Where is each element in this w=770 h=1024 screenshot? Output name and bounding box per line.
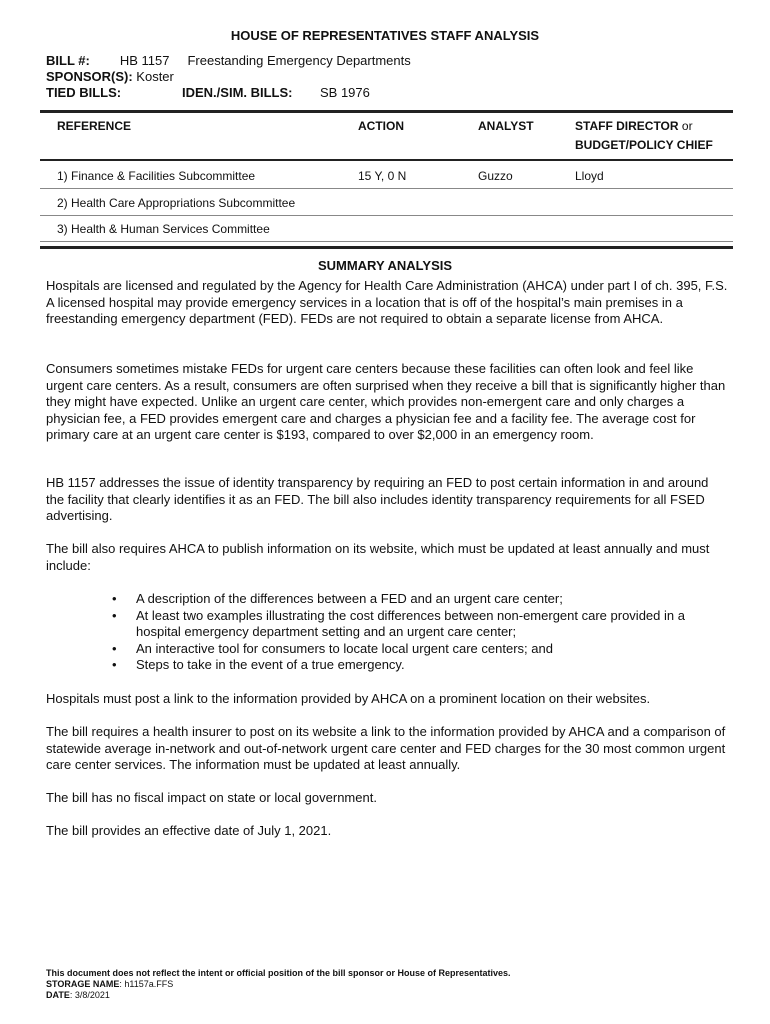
bullet-icon: • [112,640,117,656]
summary-paragraph: HB 1157 addresses the issue of identity transparency by requiring an FED to post certain information in and around the facility that clearly identifies it as an FED. The bill also includes identity transparency requirements for all FSED advertising. [46,475,709,524]
header-action: ACTION [358,119,404,133]
document-title: HOUSE OF REPRESENTATIVES STAFF ANALYSIS [230,28,540,43]
bill-name: Freestanding Emergency Departments [187,53,411,68]
header-budget-policy-chief: BUDGET/POLICY CHIEF [575,138,713,152]
list-item [112,591,724,608]
summary-paragraph: Hospitals must post a link to the information provided by AHCA on a prominent location on their websites. [46,691,651,706]
bullet-icon: • [112,607,117,623]
bullet-icon: • [112,591,117,606]
iden-sim-label: IDEN./SIM. BILLS: [182,85,293,100]
summary-title: SUMMARY ANALYSIS [317,258,453,273]
list-item-text: An interactive tool for consumers to locate local urgent care centers; and [136,640,553,656]
row-director: Lloyd [575,169,604,183]
date-label: DATE [46,990,70,1000]
row-divider [40,188,733,189]
header-staff-director-label: STAFF DIRECTOR [575,119,679,133]
list-item-text: At least two examples illustrating the cost differences between non-emergent care provided in a hospital emergency department setting and an urgent care center; [136,607,685,640]
bill-label: BILL #: [46,53,90,68]
iden-sim-value: SB 1976 [320,85,370,100]
bullet-icon: • [112,657,117,673]
bill-line [46,53,411,69]
summary-paragraph: The bill also requires AHCA to publish information on its website, which must be updated at least annually and must include: [46,541,710,573]
sponsor-label: SPONSOR(S): [46,69,133,84]
sponsor-line [46,69,174,85]
date-value: : 3/8/2021 [69,990,110,1000]
row-divider [40,241,733,242]
row-divider [40,215,733,216]
summary-paragraph: The bill has no fiscal impact on state or local government. [46,790,377,805]
tied-bills-label: TIED BILLS: [46,85,122,100]
footer-disclaimer: This document does not reflect the intent or official position of the bill sponsor or House of Representatives. [46,968,511,978]
table-top-rule [40,110,733,113]
row-reference: 2) Health Care Appropriations Subcommittee [57,196,296,210]
list-item [112,641,724,658]
sponsor-value: Koster [136,69,174,84]
header-reference: REFERENCE [57,119,132,133]
table-bottom-rule [40,246,733,249]
footer-date [46,990,110,1001]
bill-number: HB 1157 [119,53,170,68]
header-staff-director [575,119,693,133]
row-reference: 1) Finance & Facilities Subcommittee [57,169,256,183]
row-reference: 3) Health & Human Services Committee [57,222,270,236]
footer-storage-name [46,979,173,990]
summary-paragraph: The bill requires a health insurer to post on its website a link to the information provided by AHCA and a comparison of statewide average in-network and out-of-network urgent care center and FED charges for the 30 most common urgent care center services. The information must be updated at least annually. [46,724,726,773]
table-header-rule [40,159,733,161]
header-staff-director-or: or [678,119,693,133]
row-analyst: Guzzo [478,169,513,183]
list-item-text: A description of the differences between a FED and an urgent care center; [136,591,563,606]
storage-name-value: : h1157a.FFS [119,979,174,989]
list-item-text: Steps to take in the event of a true emergency. [136,657,405,673]
row-action: 15 Y, 0 N [358,169,407,183]
storage-name-label: STORAGE NAME [46,979,120,989]
summary-paragraph: Hospitals are licensed and regulated by the Agency for Health Care Administration (AHCA) under part I of ch. 395, F.S. A licensed hospital may provide emergency services in a location that is off of the hospital’s main premises in a freestanding emergency department (FED). FEDs are not required to obtain a separate license from AHCA. [46,278,728,327]
header-analyst: ANALYST [478,119,534,133]
summary-paragraph: Consumers sometimes mistake FEDs for urgent care centers because these facilities can often look and feel like urgent care centers. As a result, consumers are often surprised when they receive a bill that is significantly higher than they might have expected. Unlike an urgent care center, which provides non-emergent care and only charges a physician fee, a FED provides emergent care and charges a physician fee and a facility fee. The average cost for primary care at an urgent care center is $193, compared to over $2,000 in an emergency room. [46,361,726,443]
tied-bills-line [46,85,446,101]
bullet-list [112,591,724,674]
list-item [112,657,724,674]
list-item [112,608,724,641]
summary-paragraph: The bill provides an effective date of July 1, 2021. [46,823,332,838]
